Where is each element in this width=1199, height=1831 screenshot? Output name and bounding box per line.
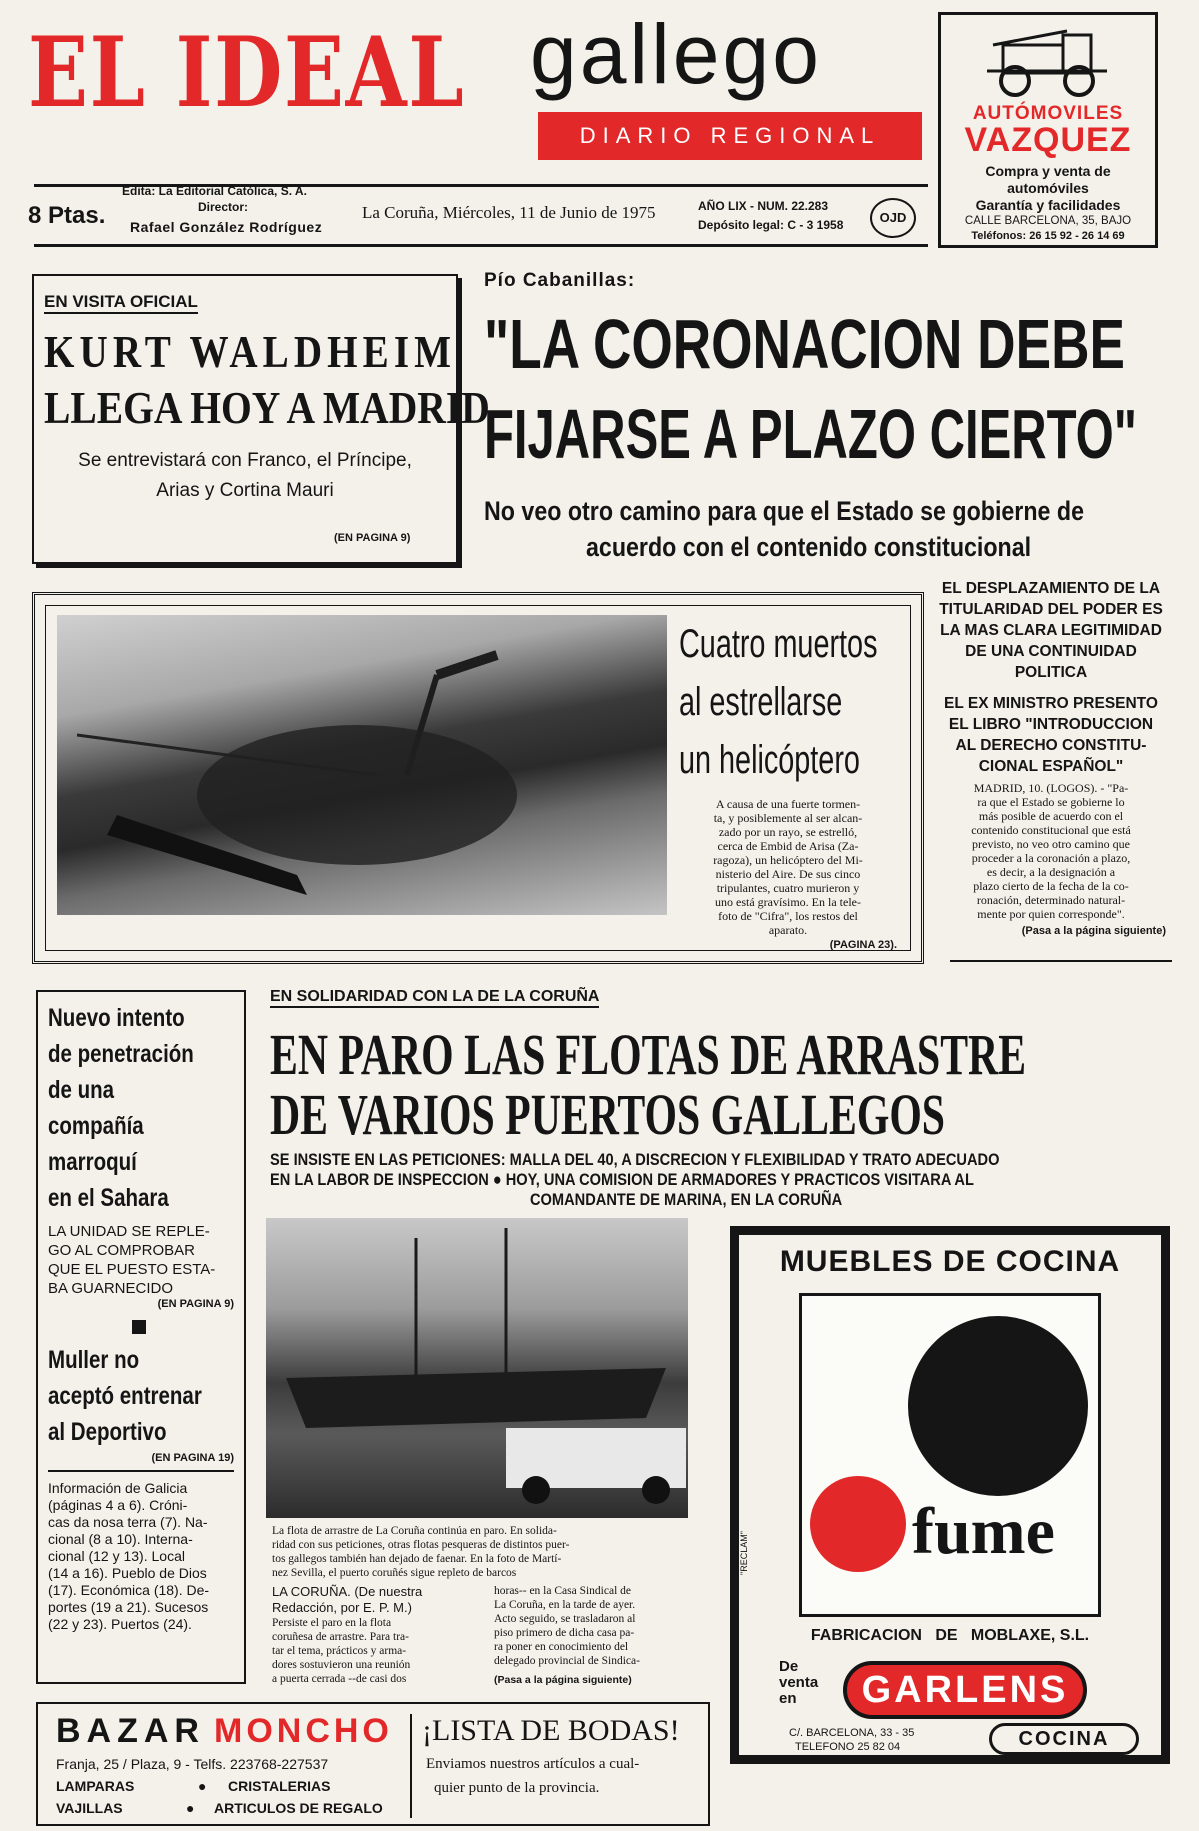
bazar-item-vajillas: VAJILLAS — [56, 1800, 123, 1816]
bullet-icon: ● — [186, 1800, 195, 1816]
vintage-car-icon — [983, 23, 1113, 103]
bazar-divider — [410, 1714, 412, 1818]
waldheim-ref: (EN PAGINA 9) — [334, 532, 411, 544]
helicopter-text — [679, 615, 897, 951]
strike-ref: (Pasa a la página siguiente) — [494, 1674, 632, 1686]
strike-col2-line: La Coruña, en la tarde de ayer. — [494, 1599, 636, 1611]
section-index-line: cional (12 y 13). Local — [48, 1548, 185, 1564]
masthead-subtitle-bar — [538, 112, 922, 160]
strike-caption-line: ridad con sus peticiones, otras flotas pesqueras de distintos puer- — [272, 1539, 570, 1551]
de-venta-line: De — [779, 1658, 799, 1675]
vazquez-name-big: VAZQUEZ — [964, 121, 1132, 159]
de-venta — [779, 1659, 818, 1707]
bazar-ad — [36, 1702, 710, 1826]
section-index-line: (22 y 23). Puertos (24). — [48, 1616, 192, 1632]
bullet-icon: ● — [198, 1778, 207, 1794]
left-column — [36, 990, 246, 1684]
dateline: La Coruña, Miércoles, 11 de Junio de 1975 — [362, 203, 656, 222]
bazar-item-cristalerias: CRISTALERIAS — [228, 1778, 331, 1794]
strike-deck — [270, 1150, 1180, 1210]
coronation-body-line: ronación, determinado natural- — [976, 893, 1126, 907]
section-index — [48, 1480, 234, 1633]
garlens-name: GARLENS — [861, 1669, 1069, 1711]
helicopter-caption-line: A causa de una fuerte tormen- — [715, 797, 861, 811]
strike-deck-line: COMANDANTE DE MARINA, EN LA CORUÑA — [530, 1190, 843, 1209]
coronation-side-2-line: EL EX MINISTRO PRESENTO — [944, 695, 1158, 712]
strike-column-1 — [272, 1584, 478, 1686]
red-disc — [810, 1476, 906, 1572]
bazar-item-lamparas: LAMPARAS — [56, 1778, 135, 1794]
coronation-rule — [950, 960, 1172, 962]
masthead-title-black: gallego — [530, 7, 822, 101]
coronation-side-2-line: AL DERECHO CONSTITU- — [955, 737, 1147, 754]
sahara-head-line: de penetración — [48, 1040, 194, 1068]
black-disc — [908, 1316, 1088, 1496]
coronation-kicker: Pío Cabanillas: — [484, 270, 636, 291]
sahara-sub-line: LA UNIDAD SE REPLE- — [48, 1223, 210, 1240]
bazar-address: Franja, 25 / Plaza, 9 - Telfs. 223768-227537 — [56, 1756, 329, 1772]
coronation-head-1: "LA CORONACION DEBE — [484, 305, 1125, 383]
waldheim-sub-2: Arias y Cortina Mauri — [156, 480, 334, 501]
waldheim-sub-1: Se entrevistará con Franco, el Príncipe, — [78, 450, 412, 471]
coronation-head-2: FIJARSE A PLAZO CIERTO" — [484, 395, 1138, 473]
masthead — [0, 0, 940, 250]
strike-col1-line: tar el tema, prácticos y arma- — [272, 1645, 407, 1657]
muller-head-line: aceptó entrenar — [48, 1382, 202, 1410]
coronation-side-1-line: EL DESPLAZAMIENTO DE LA — [941, 580, 1161, 597]
helicopter-head-1: Cuatro muertos — [679, 622, 878, 666]
fume-brand: fume — [912, 1495, 1055, 1568]
bazar-item-regalo: ARTICULOS DE REGALO — [214, 1800, 383, 1816]
vazquez-address: CALLE BARCELONA, 35, BAJO — [964, 215, 1132, 227]
moncho-name: MONCHO — [214, 1712, 393, 1750]
strike-deck-line: SE INSISTE EN LAS PETICIONES: MALLA DEL 40, A DISCRECION Y FLEXIBILIDAD Y TRATO ADECUADO — [270, 1150, 1000, 1169]
reclam-label: "RECLAM" — [739, 1531, 749, 1575]
sahara-head-line: de una — [48, 1076, 115, 1104]
sahara-ref: (EN PAGINA 9) — [157, 1298, 234, 1310]
vazquez-ad — [938, 12, 1158, 248]
strike-col1-line: a puerta cerrada --de casi dos — [272, 1673, 407, 1685]
coronation-sub-1: No veo otro camino para que el Estado se gobierne de — [484, 496, 1084, 526]
coronation-body-line: MADRID, 10. (LOGOS). - "Pa- — [973, 781, 1129, 795]
cocina-title: MUEBLES DE COCINA — [779, 1245, 1121, 1278]
coronation-body — [930, 781, 1172, 921]
helicopter-ref: (PAGINA 23). — [829, 939, 897, 951]
strike-col1-line: dores sostuvieron una reunión — [272, 1659, 411, 1671]
ojd-seal — [870, 198, 916, 238]
muller-head — [48, 1342, 234, 1450]
section-index-line: cional (8 a 10). Interna- — [48, 1531, 193, 1547]
price: 8 Ptas. — [28, 202, 106, 229]
strike-col1-line: LA CORUÑA. (De nuestra — [272, 1584, 423, 1599]
coronation-sub-2: acuerdo con el contenido constitucional — [586, 532, 1032, 562]
vazquez-name-small: AUTÓMOVILES — [972, 103, 1124, 124]
sahara-head-line: Nuevo intento — [48, 1004, 185, 1032]
helicopter-wreck-icon — [57, 615, 667, 915]
legal-deposit: Depósito legal: C - 3 1958 — [698, 218, 844, 232]
sahara-head — [48, 1000, 234, 1216]
sahara-head-line: en el Sahara — [48, 1184, 169, 1212]
cocina-badge-label: COCINA — [1018, 1728, 1110, 1750]
strike-col2-line: delegado provincial de Sindica- — [494, 1655, 640, 1667]
strike-col2-line: ra poner en conocimiento del — [494, 1641, 629, 1653]
helicopter-caption-line: foto de "Cifra", los restos del — [718, 909, 858, 923]
index-rule — [48, 1470, 234, 1472]
masthead-subtitle: DIARIO REGIONAL — [579, 123, 881, 148]
ojd-label: OJD — [879, 210, 907, 225]
sahara-sub-line: QUE EL PUESTO ESTA- — [48, 1261, 216, 1278]
waldheim-box — [32, 274, 490, 564]
section-index-line: (14 a 16). Pueblo de Dios — [48, 1565, 207, 1581]
lista-line-2: quier punto de la provincia. — [434, 1780, 600, 1796]
cocina-maker: FABRICACION DE MOBLAXE, S.L. — [810, 1627, 1090, 1644]
strike-head-1: EN PARO LAS FLOTAS DE ARRASTRE — [270, 1022, 1027, 1087]
strike-caption-line: La flota de arrastre de La Coruña continúa en paro. En solida- — [272, 1525, 557, 1537]
vazquez-phones: Teléfonos: 26 15 92 - 26 14 69 — [971, 230, 1125, 242]
coronation-side-1-line: POLITICA — [1014, 664, 1088, 681]
helicopter-photo — [57, 615, 667, 915]
masthead-rule-bottom — [34, 244, 928, 247]
credit-editor: Edita: La Editorial Católica, S. A. — [122, 184, 307, 198]
waldheim-head-1: KURT WALDHEIM — [44, 326, 457, 377]
strike-col1-line: Redacción, por E. P. M.) — [272, 1600, 412, 1615]
cocina-ad — [730, 1226, 1170, 1764]
trawler-icon — [266, 1218, 688, 1518]
strike-col1-line: coruñesa de arrastre. Para tra- — [272, 1631, 409, 1643]
cocina-panel — [799, 1293, 1101, 1617]
strike-kicker: EN SOLIDARIDAD CON LA DE LA CORUÑA — [270, 988, 599, 1008]
vazquez-line-1: Compra y venta de — [985, 163, 1111, 179]
lista-title: ¡LISTA DE BODAS! — [422, 1714, 680, 1747]
helicopter-caption-line: ta, y posiblemente al ser alcan- — [713, 811, 863, 825]
coronation-body-line: contenido constitucional que está — [971, 823, 1131, 837]
section-index-line: portes (19 a 21). Sucesos — [48, 1599, 209, 1615]
issue-number: AÑO LIX - NUM. 22.283 — [698, 199, 829, 213]
muller-ref: (EN PAGINA 19) — [151, 1452, 234, 1464]
strike-caption-line: tos gallegos también han dejado de faenar. En la foto de Martí- — [272, 1553, 562, 1565]
de-venta-line: venta — [779, 1674, 819, 1691]
de-venta-line: en — [779, 1690, 797, 1707]
coronation-side-1-line: DE UNA CONTINUIDAD — [965, 643, 1137, 660]
strike-caption-line: nez Sevilla, el puerto coruñés sigue repleto de barcos — [272, 1567, 517, 1579]
sahara-head-line: compañía — [48, 1112, 144, 1140]
helicopter-caption-line: nisterio del Aire. De sus cinco — [715, 867, 861, 881]
helicopter-head-3: un helicóptero — [679, 738, 860, 782]
garlens-badge — [843, 1661, 1087, 1719]
strike-caption — [272, 1524, 692, 1580]
garlens-address-2: TELEFONO 25 82 04 — [795, 1741, 901, 1753]
coronation-body-line: es decir, a la designación a — [986, 865, 1116, 879]
coronation-side-1 — [930, 578, 1172, 683]
helicopter-caption-line: cerca de Embid de Arisa (Za- — [717, 839, 859, 853]
masthead-title-red: EL IDEAL — [28, 16, 466, 129]
cocina-badge — [989, 1723, 1139, 1755]
strike-col2-line: piso primero de dicha casa pa- — [494, 1627, 635, 1639]
harbor-photo — [266, 1218, 688, 1518]
sahara-sub-line: BA GUARNECIDO — [48, 1280, 174, 1297]
sahara-sub-line: GO AL COMPROBAR — [48, 1242, 195, 1259]
garlens-address-1: C/. BARCELONA, 33 - 35 — [789, 1727, 915, 1739]
sahara-sub — [48, 1222, 234, 1298]
bazar-name: BAZAR — [56, 1712, 205, 1750]
strike-col2-line: horas-- en la Casa Sindical de — [494, 1585, 631, 1597]
waldheim-kicker: EN VISITA OFICIAL — [44, 292, 198, 314]
helicopter-box — [32, 592, 924, 964]
helicopter-caption-line: ragoza), un helicóptero del Mi- — [713, 853, 863, 867]
vazquez-line-2: automóviles — [1007, 180, 1089, 196]
coronation-body-line: previsto, no veo otro camino que — [972, 837, 1130, 851]
coronation-side-2-line: EL LIBRO "INTRODUCCION — [948, 716, 1154, 733]
helicopter-head-2: al estrellarse — [679, 680, 843, 724]
strike-deck-line: EN LA LABOR DE INSPECCION ● HOY, UNA COMISION DE ARMADORES Y PRACTICOS VISITARA AL — [270, 1170, 974, 1189]
helicopter-caption-line: uno está gravísimo. En la tele- — [715, 895, 861, 909]
lista-line-1: Enviamos nuestros artículos a cual- — [426, 1756, 640, 1772]
section-index-line: cas da nosa terra (7). Na- — [48, 1514, 208, 1530]
strike-col1-line: Persiste el paro en la flota — [272, 1617, 392, 1629]
strike-head-2: DE VARIOS PUERTOS GALLEGOS — [270, 1082, 946, 1147]
coronation-side — [930, 578, 1172, 937]
coronation-body-line: más posible de acuerdo con el — [978, 809, 1124, 823]
helicopter-caption-line: zado por un rayo, se estrelló, — [718, 825, 858, 839]
strike-column-2 — [494, 1584, 694, 1686]
section-index-line: (páginas 4 a 6). Cróni- — [48, 1497, 188, 1513]
coronation-side-2-line: CIONAL ESPAÑOL" — [978, 758, 1124, 775]
helicopter-caption — [679, 797, 897, 937]
credit-director-name: Rafael González Rodríguez — [130, 219, 323, 235]
vazquez-line-3: Garantía y facilidades — [975, 197, 1121, 213]
coronation-body-line: ra que el Estado se gobierne lo — [977, 795, 1125, 809]
sahara-head-line: marroquí — [48, 1148, 137, 1176]
helicopter-caption-line: tripulantes, cuatro murieron y — [716, 881, 860, 895]
coronation-ref: (Pasa a la página siguiente) — [1021, 925, 1166, 937]
muller-head-line: al Deportivo — [48, 1418, 167, 1446]
helicopter-caption-line: aparato. — [768, 923, 808, 937]
coronation-side-1-line: LA MAS CLARA LEGITIMIDAD — [940, 622, 1162, 639]
waldheim-head-2: LLEGA HOY A MADRID — [44, 382, 490, 433]
coronation-body-line: mente por quien corresponde". — [977, 907, 1125, 921]
section-separator — [132, 1320, 146, 1334]
muller-head-line: Muller no — [48, 1346, 140, 1374]
strike-col2-line: Acto seguido, se trasladaron al — [494, 1613, 636, 1625]
coronation-side-2 — [930, 693, 1172, 777]
credit-director-label: Director: — [198, 200, 249, 214]
coronation-side-1-line: TITULARIDAD DEL PODER ES — [939, 601, 1163, 618]
section-index-line: Información de Galicia — [48, 1480, 188, 1496]
coronation-body-line: proceder a la coronación a plazo, — [971, 851, 1131, 865]
coronation-body-line: plazo cierto de la fecha de la co- — [973, 879, 1129, 893]
section-index-line: (17). Económica (18). De- — [48, 1582, 210, 1598]
